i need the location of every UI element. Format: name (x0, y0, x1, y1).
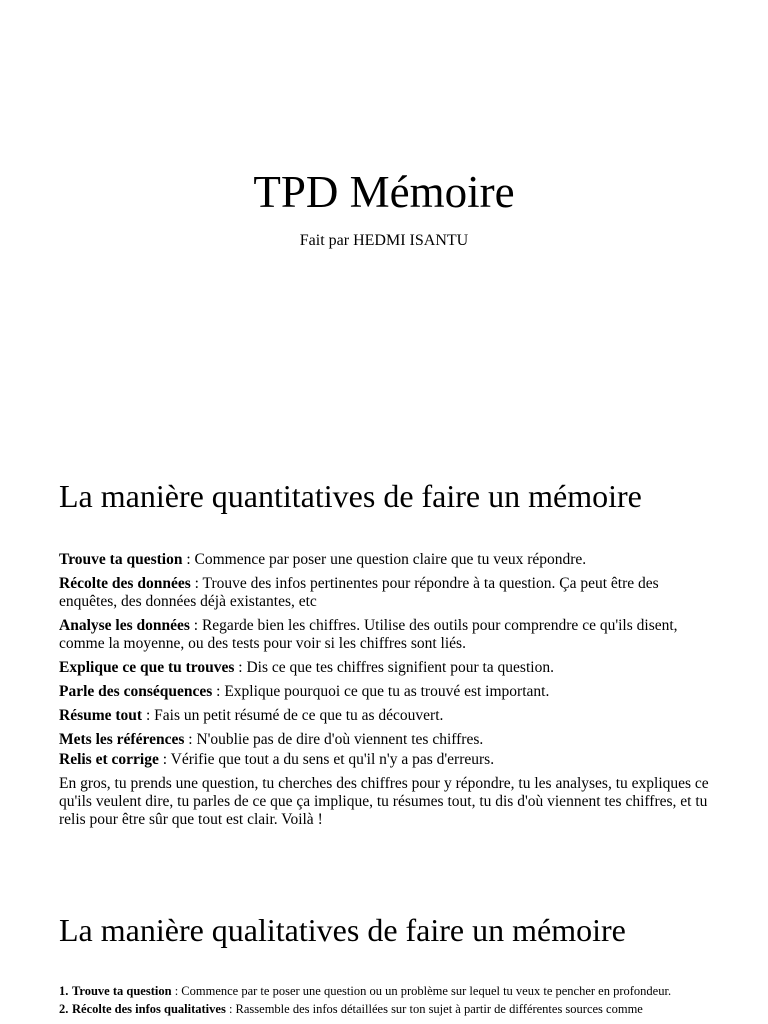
step-separator: : (190, 575, 203, 592)
step-separator: : (212, 683, 225, 700)
step-text: Commence par poser une question claire que tu veux répondre. (194, 551, 587, 568)
step-term: Résume tout (59, 707, 143, 724)
step-separator: : (225, 1002, 236, 1016)
quantitative-step (59, 683, 715, 701)
step-term: Explique ce que tu trouves (59, 659, 235, 676)
qualitative-step (59, 984, 715, 998)
step-term: Trouve ta question (72, 984, 172, 998)
document-title: TPD Mémoire (253, 167, 515, 217)
step-number: 2. (59, 1002, 69, 1016)
step-separator: : (142, 707, 155, 724)
step-separator: : (182, 551, 195, 568)
step-text: Vérifie que tout a du sens et qu'il n'y a pas d'erreurs. (170, 751, 495, 768)
quantitative-summary: En gros, tu prends une question, tu cherches des chiffres pour y répondre, tu les analyses, tu expliques ce qu'ils veulent dire, tu parles de ce que ça implique, tu résumes tout, tu dis d'où viennent tes chiffres, et tu relis pour être sûr que tout est clair. Voilà ! (59, 775, 709, 828)
step-separator: : (189, 617, 202, 634)
step-term: Trouve ta question (59, 551, 183, 568)
step-text: N'oublie pas de dire d'où viennent tes chiffres. (196, 731, 484, 748)
step-text: Rassemble des infos détaillées sur ton sujet à partir de différentes sources comme (235, 1002, 643, 1016)
qualitative-heading: La manière qualitatives de faire un mémoire (59, 912, 626, 948)
step-term: Relis et corrige (59, 751, 159, 768)
step-text: Dis ce que tes chiffres signifient pour ta question. (246, 659, 554, 676)
step-text: Explique pourquoi ce que tu as trouvé est important. (224, 683, 550, 700)
step-text: Trouve des infos pertinentes pour répondre à ta question. Ça peut être des enquêtes, des données déjà existantes, etc (59, 575, 659, 610)
step-term: Mets les références (59, 731, 185, 748)
step-text: Fais un petit résumé de ce que tu as découvert. (154, 707, 444, 724)
quantitative-step (59, 707, 715, 725)
step-separator: : (234, 659, 247, 676)
step-content (72, 1002, 643, 1016)
step-term: Récolte des infos qualitatives (72, 1002, 226, 1016)
step-term: Analyse les données (59, 617, 190, 634)
step-content (72, 984, 671, 998)
step-text: Regarde bien les chiffres. Utilise des outils pour comprendre ce qu'ils disent, comme la moyenne, ou des tests pour voir si les chiffres sont liés. (59, 617, 678, 652)
step-term: Récolte des données (59, 575, 191, 592)
quantitative-step (59, 659, 715, 677)
step-separator: : (171, 984, 182, 998)
step-separator: : (184, 731, 197, 748)
quantitative-heading: La manière quantitatives de faire un mémoire (59, 478, 642, 514)
step-text: Commence par te poser une question ou un problème sur lequel tu veux te pencher en profondeur. (181, 984, 672, 998)
qualitative-steps-list (59, 984, 715, 1020)
step-number: 1. (59, 984, 69, 998)
quantitative-step (59, 551, 715, 569)
quantitative-steps-list (59, 551, 715, 829)
quantitative-step (59, 731, 715, 749)
step-term: Parle des conséquences (59, 683, 213, 700)
quantitative-step (59, 751, 715, 769)
step-separator: : (158, 751, 171, 768)
author-line: Fait par HEDMI ISANTU (299, 232, 469, 249)
quantitative-step (59, 617, 715, 653)
quantitative-step (59, 575, 715, 611)
qualitative-step (59, 1002, 715, 1016)
